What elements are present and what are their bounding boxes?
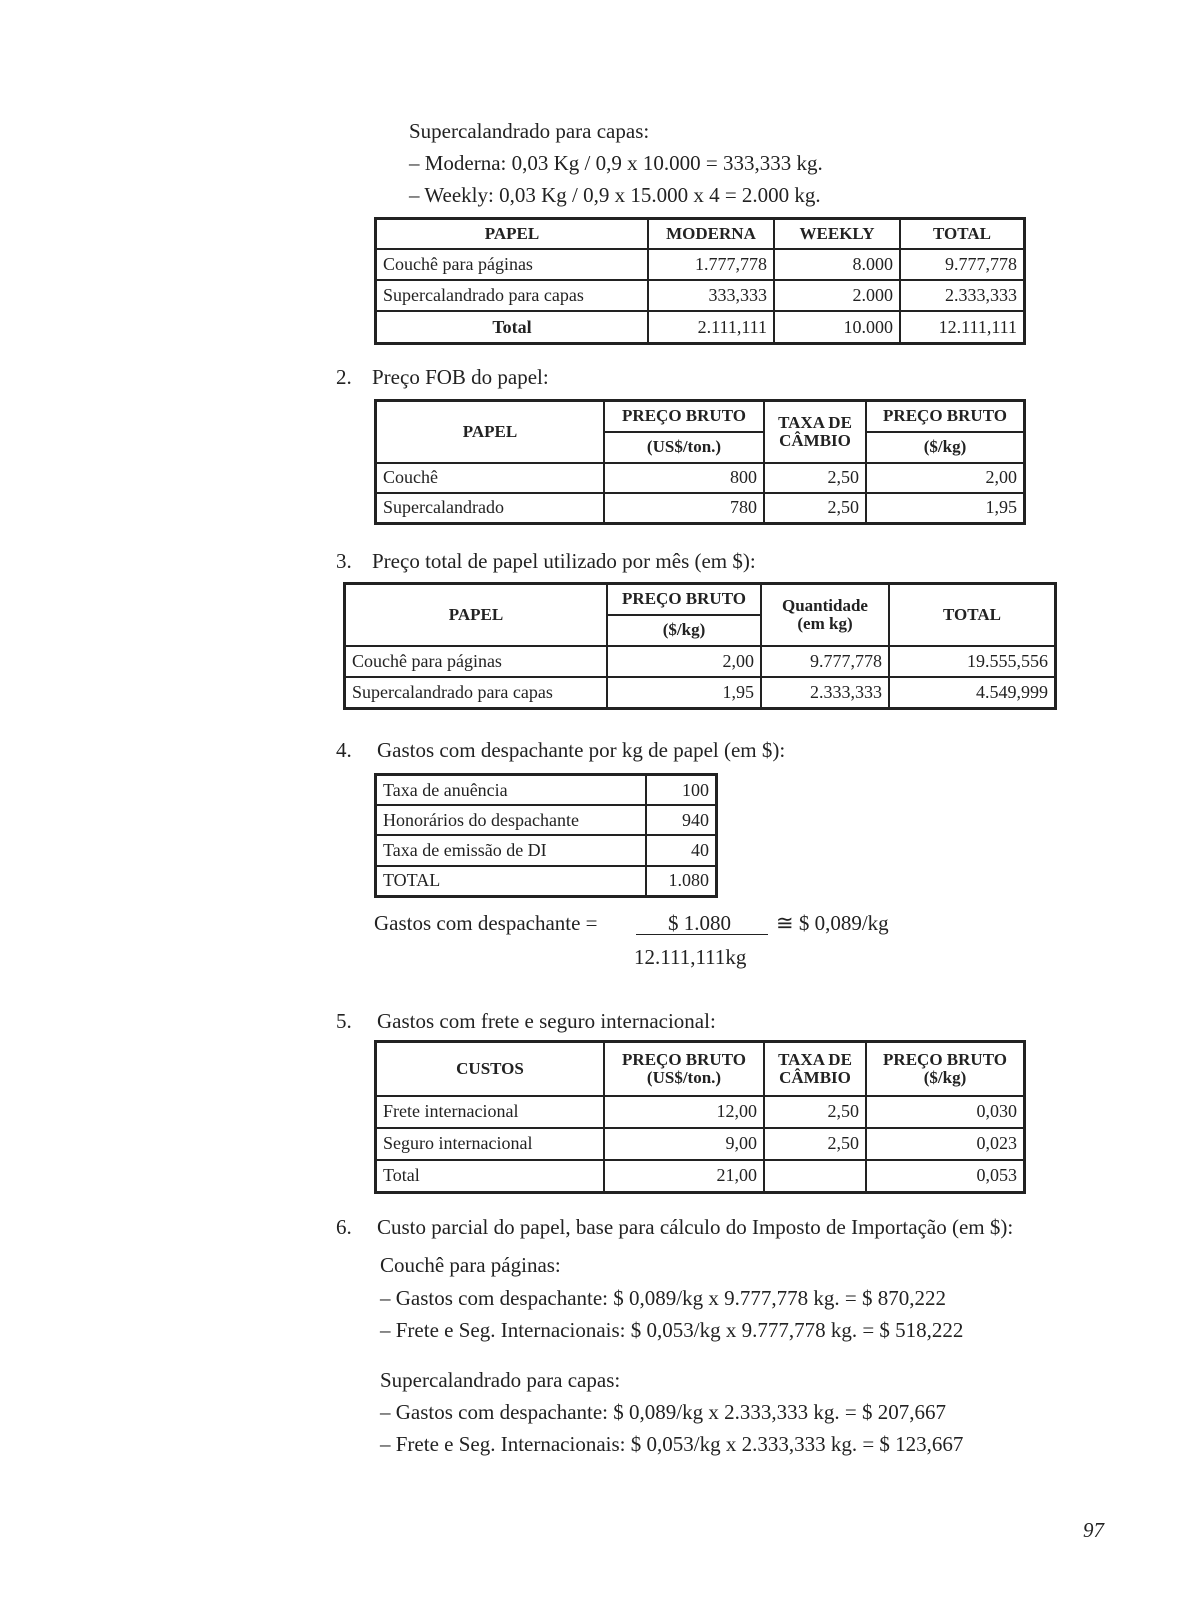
table-cell: 940 (646, 805, 717, 835)
formula-result: ≅ $ 0,089/kg (776, 911, 889, 935)
table-cell: 2,00 (607, 646, 761, 677)
table-row (376, 1128, 1025, 1160)
table-cell: 2.111,111 (648, 311, 774, 343)
s5-title: Gastos com frete e seguro internacional: (377, 1009, 716, 1033)
table-row (376, 866, 717, 897)
table-header: Quantidade (em kg) (761, 584, 889, 646)
table-cell: Couchê para páginas (376, 249, 649, 280)
s6-title: Custo parcial do papel, base para cálculo do Imposto de Importação (em $): (377, 1215, 1014, 1239)
table-cell: 780 (604, 493, 764, 524)
table-row (345, 677, 1056, 709)
s4-title: Gastos com despachante por kg de papel (em $): (377, 738, 786, 762)
table-row (376, 463, 1025, 493)
s1-line-1: – Moderna: 0,03 Kg / 0,9 x 10.000 = 333,333 kg. (409, 151, 823, 175)
s1-heading: Supercalandrado para capas: (409, 119, 650, 143)
table-row (376, 805, 717, 835)
table-cell: Supercalandrado para capas (376, 280, 649, 311)
s6-couche-line-2: – Frete e Seg. Internacionais: $ 0,053/kg x 9.777,778 kg. = $ 518,222 (380, 1318, 964, 1342)
table-cell: 12,00 (604, 1096, 764, 1128)
s5-table (374, 1040, 1026, 1194)
table-header: CUSTOS (376, 1042, 605, 1096)
table-cell: 2,50 (764, 1128, 866, 1160)
table-cell: Taxa de anuência (376, 775, 647, 806)
formula-denominator: 12.111,111kg (634, 945, 747, 969)
s2-title: Preço FOB do papel: (372, 365, 549, 389)
table-cell: Honorários do despachante (376, 805, 647, 835)
s2-number: 2. (336, 365, 352, 389)
s6-super-line-1: – Gastos com despachante: $ 0,089/kg x 2.333,333 kg. = $ 207,667 (380, 1400, 946, 1424)
table-header: PREÇO BRUTO (607, 584, 761, 615)
s6-number: 6. (336, 1215, 352, 1239)
table-cell: 0,030 (866, 1096, 1025, 1128)
table-cell: 9,00 (604, 1128, 764, 1160)
s1-table (374, 217, 1026, 345)
s4-table (374, 773, 718, 898)
table-cell: 12.111,111 (900, 311, 1025, 343)
table-cell: 0,023 (866, 1128, 1025, 1160)
s3-number: 3. (336, 549, 352, 573)
table-header: PAPEL (376, 401, 605, 463)
table-cell: 8.000 (774, 249, 900, 280)
table-header: MODERNA (648, 219, 774, 249)
table-header: ($/kg) (607, 615, 761, 646)
table-cell: 2,00 (866, 463, 1025, 493)
table-cell: 2.333,333 (761, 677, 889, 709)
table-cell: Taxa de emissão de DI (376, 835, 647, 865)
table-header: WEEKLY (774, 219, 900, 249)
table-cell: Frete internacional (376, 1096, 605, 1128)
table-cell: 2.000 (774, 280, 900, 311)
s6-super-heading: Supercalandrado para capas: (380, 1368, 621, 1392)
table-header: PAPEL (376, 219, 649, 249)
table-cell: 800 (604, 463, 764, 493)
fraction-bar (636, 934, 768, 935)
table-header: ($/kg) (866, 432, 1025, 463)
table-cell: TOTAL (376, 866, 647, 897)
table-cell: 40 (646, 835, 717, 865)
table-row (376, 835, 717, 865)
table-row (376, 311, 1025, 343)
table-cell (764, 1160, 866, 1193)
table-cell: Total (376, 1160, 605, 1193)
s6-couche-line-1: – Gastos com despachante: $ 0,089/kg x 9.777,778 kg. = $ 870,222 (380, 1286, 946, 1310)
table-row (376, 249, 1025, 280)
table-header: PREÇO BRUTO (604, 401, 764, 432)
table-cell: 9.777,778 (900, 249, 1025, 280)
s6-super-line-2: – Frete e Seg. Internacionais: $ 0,053/kg x 2.333,333 kg. = $ 123,667 (380, 1432, 964, 1456)
s4-number: 4. (336, 738, 352, 762)
table-cell: 2.333,333 (900, 280, 1025, 311)
table-row (376, 775, 717, 806)
table-cell: 1.777,778 (648, 249, 774, 280)
table-header: PREÇO BRUTO (US$/ton.) (604, 1042, 764, 1096)
table-cell: Total (376, 311, 649, 343)
table-cell: 2,50 (764, 463, 866, 493)
table-cell: 2,50 (764, 1096, 866, 1128)
table-row (345, 646, 1056, 677)
table-header: (US$/ton.) (604, 432, 764, 463)
formula-numerator: $ 1.080 (668, 911, 731, 935)
formula-label: Gastos com despachante = (374, 911, 598, 935)
table-cell: Seguro internacional (376, 1128, 605, 1160)
table-row (376, 1160, 1025, 1193)
table-cell: 1,95 (607, 677, 761, 709)
s3-title: Preço total de papel utilizado por mês (em $): (372, 549, 756, 573)
table-cell: 9.777,778 (761, 646, 889, 677)
table-header: TAXA DE CÂMBIO (764, 1042, 866, 1096)
table-header: TOTAL (900, 219, 1025, 249)
table-header: PREÇO BRUTO ($/kg) (866, 1042, 1025, 1096)
s5-number: 5. (336, 1009, 352, 1033)
table-cell: 10.000 (774, 311, 900, 343)
table-cell: 1.080 (646, 866, 717, 897)
table-cell: 4.549,999 (889, 677, 1056, 709)
table-header: TOTAL (889, 584, 1056, 646)
table-cell: 1,95 (866, 493, 1025, 524)
table-cell: 100 (646, 775, 717, 806)
table-row (376, 280, 1025, 311)
table-cell: 2,50 (764, 493, 866, 524)
table-cell: 21,00 (604, 1160, 764, 1193)
table-header: PREÇO BRUTO (866, 401, 1025, 432)
table-header: TAXA DE CÂMBIO (764, 401, 866, 463)
table-header: PAPEL (345, 584, 608, 646)
table-cell: 19.555,556 (889, 646, 1056, 677)
table-row (376, 1096, 1025, 1128)
s3-table (343, 582, 1057, 710)
table-cell: 333,333 (648, 280, 774, 311)
table-cell: Supercalandrado (376, 493, 605, 524)
s6-couche-heading: Couchê para páginas: (380, 1253, 561, 1277)
s1-line-2: – Weekly: 0,03 Kg / 0,9 x 15.000 x 4 = 2.000 kg. (409, 183, 821, 207)
s2-table (374, 399, 1026, 525)
table-cell: Supercalandrado para capas (345, 677, 608, 709)
table-cell: Couchê para páginas (345, 646, 608, 677)
table-row (376, 493, 1025, 524)
table-cell: 0,053 (866, 1160, 1025, 1193)
page-number: 97 (1083, 1518, 1104, 1542)
table-cell: Couchê (376, 463, 605, 493)
